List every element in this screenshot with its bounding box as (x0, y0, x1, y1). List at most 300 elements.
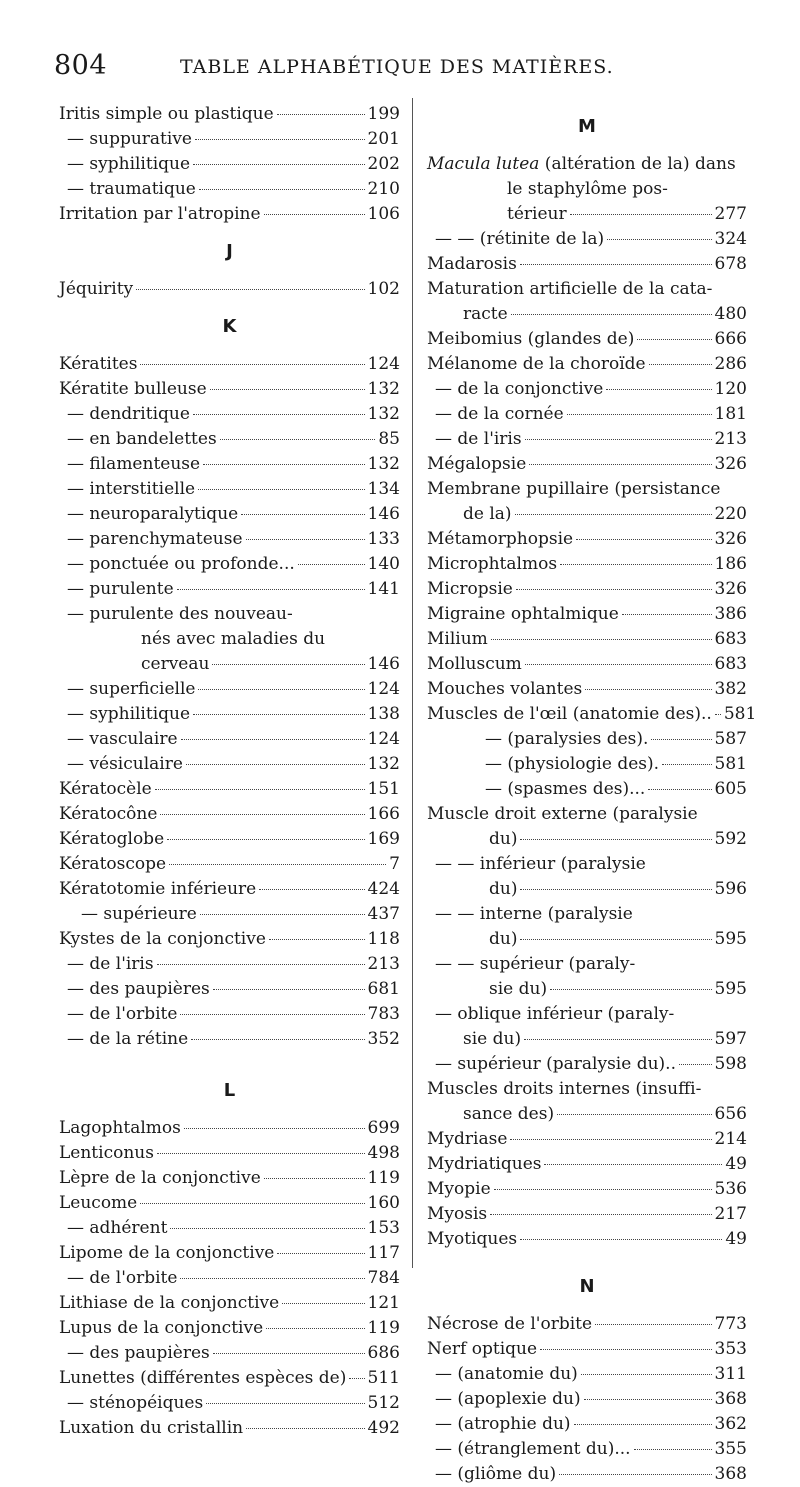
iritis-group (59, 102, 400, 227)
page-header (52, 50, 752, 84)
entry-page: 382 (714, 679, 747, 699)
index-entry (427, 877, 747, 902)
index-entry (427, 452, 747, 477)
entry-page: 124 (367, 679, 400, 699)
index-entry (59, 502, 400, 527)
entry-page: 686 (367, 1343, 400, 1363)
entry-page: 140 (367, 554, 400, 574)
entry-text: Lithiase de la conjonctive (59, 1293, 280, 1313)
entry-page: 134 (367, 479, 400, 499)
entry-text-cont: le staphylôme pos- (507, 179, 668, 199)
leader-dots (246, 539, 365, 540)
index-entry (59, 702, 400, 727)
leader-dots (349, 1378, 364, 1379)
entry-text: — vésiculaire (67, 754, 183, 774)
leader-dots (520, 264, 712, 265)
entry-page: 277 (714, 204, 747, 224)
index-entry (59, 777, 400, 802)
entry-text: Mydriase (427, 1129, 508, 1149)
index-entry (59, 852, 400, 877)
entry-text: Leucome (59, 1193, 138, 1213)
entry-text: Microphtalmos (427, 554, 558, 574)
entry-text: Muscles de l'œil (anatomie des).. (427, 704, 712, 724)
entry-page: 784 (367, 1268, 400, 1288)
leader-dots (191, 1039, 364, 1040)
entry-page: 368 (714, 1389, 747, 1409)
entry-page: 536 (714, 1179, 747, 1199)
index-entry (427, 1412, 747, 1437)
index-entry (427, 502, 747, 527)
entry-text: Lupus de la conjonctive (59, 1318, 264, 1338)
leader-dots (606, 389, 711, 390)
index-entry (59, 1002, 400, 1027)
index-entry (59, 577, 400, 602)
entry-text: Muscles droits internes (insuffi- (427, 1079, 702, 1099)
index-entry (427, 1102, 747, 1127)
entry-page: 146 (367, 504, 400, 524)
entry-page: 186 (714, 554, 747, 574)
entry-text: — traumatique (67, 179, 196, 199)
entry-page: 132 (367, 404, 400, 424)
index-entry (427, 677, 747, 702)
leader-dots (157, 1153, 365, 1154)
entry-text: Kératite bulleuse (59, 379, 207, 399)
leader-dots (277, 114, 365, 115)
entry-text: — de l'orbite (67, 1268, 178, 1288)
leader-dots (264, 214, 365, 215)
entry-text-cont: sance des) (463, 1104, 555, 1124)
entry-text: Lunettes (différentes espèces de) (59, 1368, 347, 1388)
leader-dots (193, 164, 365, 165)
entry-text: Kératocône (59, 804, 158, 824)
entry-page: 597 (714, 1029, 747, 1049)
entry-page: 102 (367, 279, 400, 299)
index-entry (427, 577, 747, 602)
entry-page: 181 (714, 404, 747, 424)
leader-dots (241, 514, 364, 515)
index-entry (59, 527, 400, 552)
entry-text: Membrane pupillaire (persistance (427, 479, 721, 499)
leader-dots (520, 939, 711, 940)
entry-text: — (étranglement du)... (435, 1439, 631, 1459)
leader-dots (651, 739, 711, 740)
entry-text: Kératoglobe (59, 829, 165, 849)
entry-text: (altération de la) dans (539, 154, 736, 174)
leader-dots (520, 1239, 722, 1240)
entry-page: 362 (714, 1414, 747, 1434)
entry-page: 119 (367, 1318, 400, 1338)
entry-text: — filamenteuse (67, 454, 201, 474)
entry-page: 683 (714, 629, 747, 649)
entry-text: Lipome de la conjonctive (59, 1243, 275, 1263)
entry-text: — (atrophie du) (435, 1414, 571, 1434)
index-entry (427, 302, 747, 327)
entry-page: 138 (367, 704, 400, 724)
index-entry (59, 402, 400, 427)
multi-line-entry (427, 952, 747, 1002)
entry-text: Lenticonus (59, 1143, 154, 1163)
entry-text: — (spasmes des)... (485, 779, 646, 799)
leader-dots (585, 689, 711, 690)
entry-page: 85 (378, 429, 400, 449)
entry-page: 324 (714, 229, 747, 249)
entry-text-cont: du) (489, 829, 518, 849)
entry-text: — de l'iris (67, 954, 154, 974)
entry-text: Migraine ophtalmique (427, 604, 619, 624)
entry-page: 213 (367, 954, 400, 974)
leader-dots (264, 1178, 365, 1179)
leader-dots (648, 789, 711, 790)
entry-text: — de la rétine (67, 1029, 189, 1049)
entry-page: 596 (714, 879, 747, 899)
leader-dots (529, 464, 711, 465)
entry-text: Kératoscope (59, 854, 167, 874)
entry-text: Kystes de la conjonctive (59, 929, 266, 949)
leader-dots (199, 189, 365, 190)
leader-dots (246, 1428, 364, 1429)
index-entry (427, 652, 747, 677)
entry-page: 220 (714, 504, 747, 524)
multi-line-entry (427, 277, 747, 327)
entry-page: 598 (714, 1054, 747, 1074)
leader-dots (140, 1203, 364, 1204)
leader-dots (170, 1228, 364, 1229)
l-group (59, 1116, 400, 1441)
index-entry (427, 977, 747, 1002)
index-entry (59, 452, 400, 477)
entry-page: 587 (714, 729, 747, 749)
entry-page: 120 (714, 379, 747, 399)
k-purulente-nouveau-entry (59, 602, 400, 677)
entry-page: 214 (714, 1129, 747, 1149)
entry-page: 132 (367, 454, 400, 474)
entry-text: — (physiologie des). (485, 754, 660, 774)
leader-dots (662, 764, 712, 765)
leader-dots (715, 714, 721, 715)
entry-page: 681 (367, 979, 400, 999)
leader-dots (180, 1278, 364, 1279)
entry-text-cont: sie du) (489, 979, 548, 999)
entry-text: Micropsie (427, 579, 513, 599)
entry-text: Métamorphopsie (427, 529, 574, 549)
leader-dots (574, 1424, 712, 1425)
entry-text: — sténopéiques (67, 1393, 204, 1413)
leader-dots (213, 989, 365, 990)
index-entry (427, 1127, 747, 1152)
entry-text: Milium (427, 629, 488, 649)
entry-page: 132 (367, 754, 400, 774)
entry-text: Mouches volantes (427, 679, 583, 699)
entry-page: 480 (714, 304, 747, 324)
entry-text: — (apoplexie du) (435, 1389, 581, 1409)
entry-page: 49 (725, 1154, 747, 1174)
index-entry (59, 202, 400, 227)
leader-dots (282, 1303, 364, 1304)
index-entry (427, 1052, 747, 1077)
leader-dots (570, 214, 712, 215)
entry-text: — — inférieur (paralysie (435, 854, 646, 874)
column-divider (412, 98, 413, 1268)
letter-heading-k: K (222, 316, 237, 337)
entry-page: 311 (714, 1364, 747, 1384)
entry-page: 666 (714, 329, 747, 349)
entry-page: 581 (714, 754, 747, 774)
entry-text: — purulente des nouveau- (67, 604, 293, 624)
leader-dots (198, 489, 364, 490)
leader-dots (269, 939, 365, 940)
entry-text: Maturation artificielle de la cata- (427, 279, 713, 299)
entry-page: 511 (367, 1368, 400, 1388)
leader-dots (177, 589, 365, 590)
index-entry (59, 927, 400, 952)
leader-dots (515, 514, 712, 515)
entry-text: — (gliôme du) (435, 1464, 557, 1484)
leader-dots (193, 714, 365, 715)
leader-dots (544, 1164, 722, 1165)
index-entry (427, 1437, 747, 1462)
entry-page: 160 (367, 1193, 400, 1213)
entry-text: — superficielle (67, 679, 196, 699)
leader-dots (277, 1253, 364, 1254)
leader-dots (220, 439, 376, 440)
running-title: TABLE ALPHABÉTIQUE DES MATIÈRES. (180, 56, 614, 78)
index-entry (59, 1291, 400, 1316)
entry-page: 656 (714, 1104, 747, 1124)
k-group-b (59, 677, 400, 1052)
letter-heading-j: J (226, 241, 233, 262)
index-entry (427, 927, 747, 952)
entry-italic-term: Macula lutea (427, 154, 540, 174)
index-entry (427, 402, 747, 427)
leader-dots (510, 1139, 711, 1140)
index-entry (59, 177, 400, 202)
letter-heading-m: M (578, 116, 596, 137)
index-entry (59, 977, 400, 1002)
index-entry (427, 727, 747, 752)
entry-text-cont: sie du) (463, 1029, 522, 1049)
entry-text-cont: de la) (463, 504, 512, 524)
page-number: 804 (54, 50, 108, 81)
index-entry (427, 827, 747, 852)
leader-dots (576, 539, 711, 540)
index-entry (427, 702, 757, 727)
entry-page: 166 (367, 804, 400, 824)
index-entry (427, 327, 747, 352)
leader-dots (206, 1403, 364, 1404)
index-entry (427, 1312, 747, 1337)
leader-dots (567, 414, 712, 415)
entry-text: Lèpre de la conjonctive (59, 1168, 261, 1188)
index-entry (427, 1177, 747, 1202)
leader-dots (525, 439, 712, 440)
multi-line-entry (427, 902, 747, 952)
entry-page: 592 (714, 829, 747, 849)
entry-text: — neuroparalytique (67, 504, 239, 524)
leader-dots (559, 1474, 711, 1475)
index-entry (427, 527, 747, 552)
leader-dots (180, 1014, 364, 1015)
entry-text: — en bandelettes (67, 429, 217, 449)
entry-text-cont: nés avec maladies du (141, 629, 326, 649)
index-entry (59, 427, 400, 452)
index-entry (59, 877, 400, 902)
entry-text: — oblique inférieur (paraly- (435, 1004, 675, 1024)
entry-text: Nécrose de l'orbite (427, 1314, 593, 1334)
entry-page: 213 (714, 429, 747, 449)
index-entry (59, 1166, 400, 1191)
index-entry (59, 1416, 400, 1441)
entry-text: Iritis simple ou plastique (59, 104, 274, 124)
entry-text: Muscle droit externe (paralysie (427, 804, 698, 824)
entry-page: 326 (714, 454, 747, 474)
index-entry (59, 477, 400, 502)
entry-page: 326 (714, 529, 747, 549)
entry-text: — de l'iris (435, 429, 522, 449)
entry-page: 352 (367, 1029, 400, 1049)
leader-dots (622, 614, 712, 615)
leader-dots (494, 1189, 712, 1190)
index-entry (59, 277, 400, 302)
index-entry (59, 827, 400, 852)
entry-text: — des paupières (67, 1343, 210, 1363)
index-entry (59, 152, 400, 177)
entry-text: — purulente (67, 579, 174, 599)
entry-page: 117 (367, 1243, 400, 1263)
entry-page: 326 (714, 579, 747, 599)
entry-page: 146 (367, 654, 400, 674)
leader-dots (195, 139, 365, 140)
entry-text-cont: du) (489, 879, 518, 899)
index-entry (59, 1241, 400, 1266)
multi-line-entry (427, 852, 747, 902)
index-entry (59, 952, 400, 977)
entry-page: 386 (714, 604, 747, 624)
multi-line-entry (427, 1002, 747, 1052)
leader-dots (157, 964, 365, 965)
entry-page: 124 (367, 729, 400, 749)
index-entry (427, 427, 747, 452)
entry-text: Molluscum (427, 654, 522, 674)
entry-text: — (anatomie du) (435, 1364, 578, 1384)
entry-page: 595 (714, 979, 747, 999)
entry-text: — dendritique (67, 404, 190, 424)
index-entry (427, 777, 747, 802)
index-entry (427, 552, 747, 577)
entry-page: 498 (367, 1143, 400, 1163)
leader-dots (607, 239, 711, 240)
index-entry (59, 1027, 400, 1052)
leader-dots (520, 839, 711, 840)
entry-text: Myopie (427, 1179, 491, 1199)
entry-page: 437 (367, 904, 400, 924)
entry-text: — parenchymateuse (67, 529, 243, 549)
letter-heading-l: L (223, 1080, 236, 1101)
index-entry (59, 902, 400, 927)
leader-dots (679, 1064, 712, 1065)
macula-entry (427, 152, 747, 227)
entry-page: 605 (714, 779, 747, 799)
entry-page: 699 (367, 1118, 400, 1138)
leader-dots (200, 914, 365, 915)
leader-dots (203, 464, 364, 465)
index-entry (59, 802, 400, 827)
entry-text: Meibomius (glandes de) (427, 329, 635, 349)
entry-page: 132 (367, 379, 400, 399)
leader-dots (181, 739, 365, 740)
leader-dots (184, 1128, 365, 1129)
index-entry (59, 352, 400, 377)
index-entry (59, 552, 400, 577)
index-entry (427, 1362, 747, 1387)
entry-text: — vasculaire (67, 729, 178, 749)
entry-page: 169 (367, 829, 400, 849)
index-entry (59, 1341, 400, 1366)
entry-text: — syphilitique (67, 154, 191, 174)
index-entry (427, 227, 747, 252)
leader-dots (210, 389, 365, 390)
entry-text: Myotiques (427, 1229, 518, 1249)
entry-text: Irritation par l'atropine (59, 204, 261, 224)
entry-page: 595 (714, 929, 747, 949)
multi-line-entry (427, 477, 747, 527)
entry-text: Luxation du cristallin (59, 1418, 244, 1438)
index-entry (59, 1141, 400, 1166)
entry-text: — supérieure (81, 904, 197, 924)
index-entry (427, 1227, 747, 1252)
entry-text: Kératites (59, 354, 138, 374)
entry-text: — de l'orbite (67, 1004, 178, 1024)
entry-text: — suppurative (67, 129, 192, 149)
entry-page: 151 (367, 779, 400, 799)
index-entry (59, 1266, 400, 1291)
leader-dots (140, 364, 364, 365)
index-entry (59, 752, 400, 777)
entry-page: 199 (367, 104, 400, 124)
entry-text: — des paupières (67, 979, 210, 999)
entry-page: 106 (367, 204, 400, 224)
entry-text: Kératocèle (59, 779, 152, 799)
leader-dots (649, 364, 712, 365)
leader-dots (525, 664, 712, 665)
entry-text: Mégalopsie (427, 454, 527, 474)
leader-dots (167, 839, 364, 840)
entry-page: 678 (714, 254, 747, 274)
index-entry (59, 1216, 400, 1241)
leader-dots (213, 1353, 365, 1354)
entry-text: Lagophtalmos (59, 1118, 181, 1138)
leader-dots (524, 1039, 711, 1040)
index-entry (427, 1387, 747, 1412)
leader-dots (511, 314, 712, 315)
entry-page: 153 (367, 1218, 400, 1238)
multi-line-entry (427, 1077, 747, 1127)
m-group-b (427, 327, 747, 477)
leader-dots (193, 414, 365, 415)
index-entry (427, 202, 747, 227)
index-entry (59, 677, 400, 702)
entry-text: — — interne (paralysie (435, 904, 633, 924)
leader-dots (634, 1449, 712, 1450)
left-column (59, 102, 400, 1441)
entry-text: Kératotomie inférieure (59, 879, 257, 899)
entry-page: 210 (367, 179, 400, 199)
index-entry (427, 752, 747, 777)
entry-text: — ponctuée ou profonde... (67, 554, 295, 574)
entry-page: 118 (367, 929, 400, 949)
n-group (427, 1312, 747, 1487)
leader-dots (298, 564, 365, 565)
entry-text: — — supérieur (paraly- (435, 954, 636, 974)
